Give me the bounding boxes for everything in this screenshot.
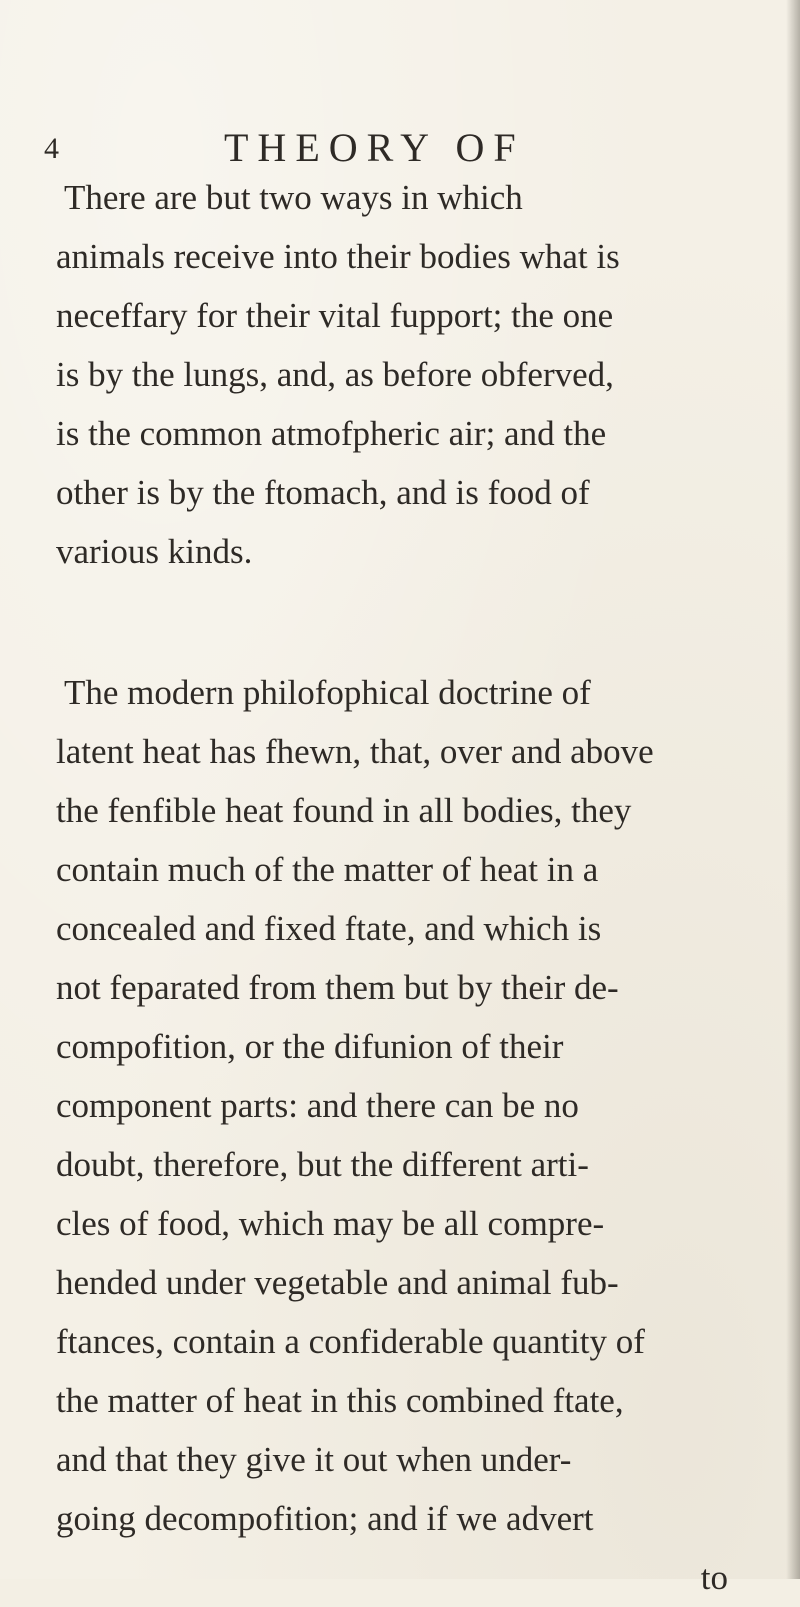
text-line: There are but two ways in which — [64, 178, 523, 217]
text-line: various kinds. — [56, 532, 253, 571]
text-line: compofition, or the difunion of their — [56, 1027, 564, 1066]
text-line: is by the lungs, and, as before obferved, — [56, 355, 614, 394]
text-line: neceffary for their vital fupport; the one — [56, 296, 614, 335]
text-line: other is by the ftomach, and is food of — [56, 473, 590, 512]
body-text — [56, 168, 746, 1607]
page-number: 4 — [44, 132, 59, 165]
text-line: hended under vegetable and animal fub- — [56, 1263, 619, 1302]
text-line: contain much of the matter of heat in a — [56, 850, 599, 889]
paragraph-1 — [56, 168, 746, 581]
text-line: component parts: and there can be no — [56, 1086, 579, 1125]
text-line: The modern philofophical doctrine of — [64, 673, 591, 712]
paragraph-2 — [56, 663, 746, 1607]
text-line: the fenfible heat found in all bodies, they — [56, 791, 632, 830]
text-line: the matter of heat in this combined ftate, — [56, 1381, 624, 1420]
text-line: is the common atmofpheric air; and the — [56, 414, 607, 453]
text-line: not feparated from them but by their de- — [56, 968, 619, 1007]
text-line: animals receive into their bodies what is — [56, 237, 620, 276]
text-line: cles of food, which may be all compre- — [56, 1204, 605, 1243]
page-edge-shadow — [786, 0, 800, 1579]
text-line: doubt, therefore, but the different arti- — [56, 1145, 589, 1184]
paragraph-gap — [56, 581, 746, 663]
text-line: and that they give it out when under- — [56, 1440, 572, 1479]
text-line: concealed and fixed ftate, and which is — [56, 909, 602, 948]
text-line: ftances, contain a confiderable quantity of — [56, 1322, 645, 1361]
running-head — [44, 125, 744, 172]
text-line: going decompofition; and if we advert — [56, 1499, 594, 1538]
catchword: to — [700, 1558, 728, 1597]
running-title: THEORY OF — [224, 125, 525, 170]
text-line: latent heat has fhewn, that, over and above — [56, 732, 654, 771]
